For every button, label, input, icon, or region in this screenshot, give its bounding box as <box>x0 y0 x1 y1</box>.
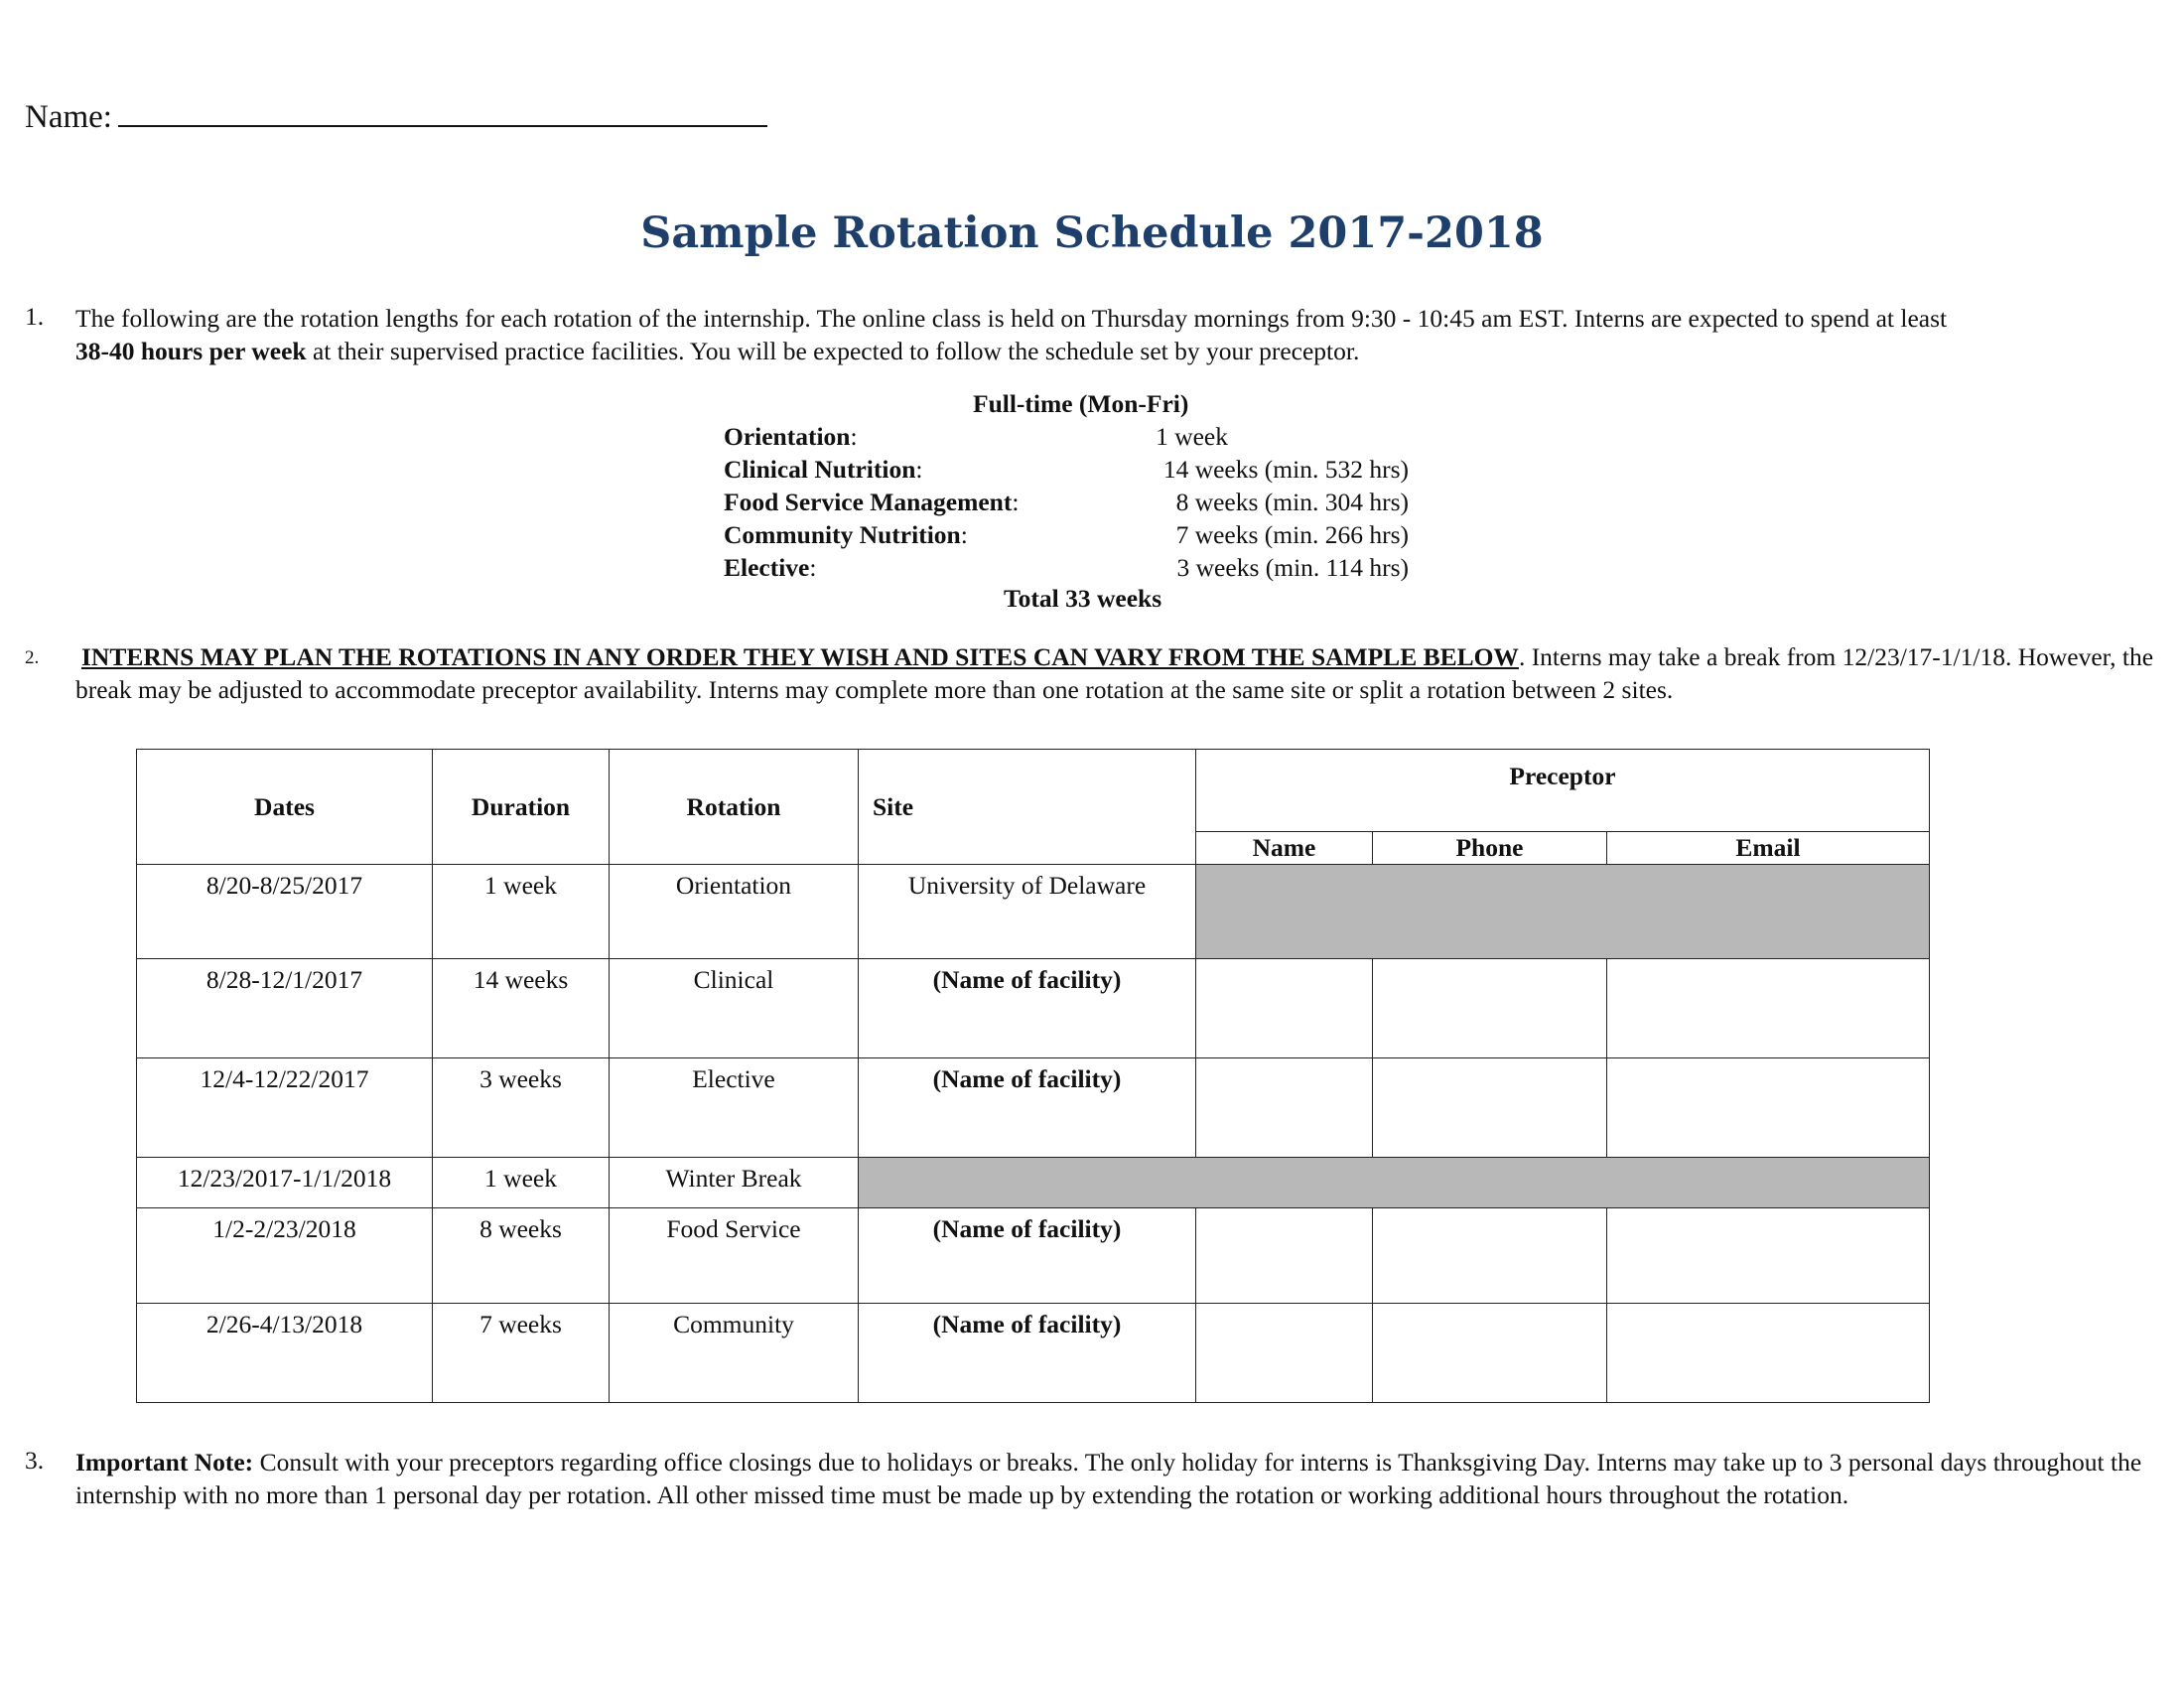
item3-text: Consult with your preceptors regarding office closings due to holidays or breaks. The only holiday for interns is Thanksgiving Day. Interns may take up to 3 personal days throughout the internship with no more than 1 personal day per rotation. All other missed time must be made up by extending the rotation or working additional hours throughout the rotation. <box>75 1448 2142 1509</box>
name-blank-line[interactable] <box>118 95 767 127</box>
cell-preceptor-phone[interactable] <box>1373 1304 1607 1403</box>
cell-preceptor-email[interactable] <box>1607 1058 1930 1158</box>
name-label: Name: <box>25 99 112 135</box>
cell-rotation: Orientation <box>610 865 859 959</box>
cell-preceptor-name[interactable] <box>1196 1058 1373 1158</box>
item3-number: 3. <box>25 1446 45 1475</box>
cell-rotation: Clinical <box>610 959 859 1058</box>
cell-dates: 12/4-12/22/2017 <box>137 1058 433 1158</box>
cell-dates: 8/20-8/25/2017 <box>137 865 433 959</box>
header-preceptor: Preceptor <box>1196 750 1930 832</box>
table-row <box>137 959 1930 1058</box>
cell-preceptor-email[interactable] <box>1607 1208 1930 1304</box>
cell-rotation: Community <box>610 1304 859 1403</box>
item1-bold: 38-40 hours per week <box>75 337 307 365</box>
cell-dates: 12/23/2017-1/1/2018 <box>137 1158 433 1208</box>
cell-site: University of Delaware <box>859 865 1196 959</box>
rotation-schedule-table <box>136 749 1930 1403</box>
cell-site: (Name of facility) <box>859 1304 1196 1403</box>
cell-site: (Name of facility) <box>859 959 1196 1058</box>
cell-rotation: Winter Break <box>610 1158 859 1208</box>
header-phone: Phone <box>1373 832 1607 865</box>
cell-site: (Name of facility) <box>859 1208 1196 1304</box>
fulltime-value: 8 weeks (min. 304 hrs) <box>1175 488 1409 516</box>
cell-duration: 1 week <box>433 865 610 959</box>
cell-duration: 8 weeks <box>433 1208 610 1304</box>
cell-preceptor-name[interactable] <box>1196 1208 1373 1304</box>
cell-duration: 14 weeks <box>433 959 610 1058</box>
header-dates: Dates <box>137 750 433 865</box>
header-rotation: Rotation <box>610 750 859 865</box>
header-email: Email <box>1607 832 1930 865</box>
header-name: Name <box>1196 832 1373 865</box>
fulltime-label: Clinical Nutrition <box>724 455 916 484</box>
fulltime-row: Community Nutrition: 7 weeks (min. 266 hrs) <box>724 520 1409 549</box>
fulltime-value: 14 weeks (min. 532 hrs) <box>1162 455 1409 484</box>
cell-duration: 3 weeks <box>433 1058 610 1158</box>
fulltime-label: Food Service Management <box>724 488 1013 516</box>
cell-preceptor-phone[interactable] <box>1373 959 1607 1058</box>
header-duration: Duration <box>433 750 610 865</box>
item2-paragraph <box>75 640 2160 706</box>
cell-site: (Name of facility) <box>859 1058 1196 1158</box>
shaded-cell <box>1196 865 1930 959</box>
cell-preceptor-phone[interactable] <box>1373 1208 1607 1304</box>
item2-text: . Interns may take a break from 12/23/17-1/1/18. However, the break may be adjusted to accommodate preceptor availability. Interns may complete more than one rotation at the same site or split a rotation between 2 sites. <box>75 642 2154 704</box>
table-row <box>137 1304 1930 1403</box>
cell-rotation: Elective <box>610 1058 859 1158</box>
fulltime-heading: Full-time (Mon-Fri) <box>973 389 1189 418</box>
cell-rotation: Food Service <box>610 1208 859 1304</box>
item1-text-b: at their supervised practice facilities. You will be expected to follow the schedule set by your preceptor. <box>306 337 1360 365</box>
item2-caps: INTERNS MAY PLAN THE ROTATIONS IN ANY ORDER THEY WISH AND SITES CAN VARY FROM THE SAMPLE BELOW <box>81 642 1519 671</box>
item3-paragraph <box>75 1446 2160 1511</box>
fulltime-total: Total 33 weeks <box>1004 584 1162 613</box>
fulltime-row: Elective: 3 weeks (min. 114 hrs) <box>724 553 1409 582</box>
fulltime-value: 3 weeks (min. 114 hrs) <box>1176 553 1409 582</box>
item2-number: 2. <box>25 647 40 668</box>
cell-preceptor-phone[interactable] <box>1373 1058 1607 1158</box>
cell-dates: 8/28-12/1/2017 <box>137 959 433 1058</box>
table-row <box>137 1058 1930 1158</box>
cell-preceptor-name[interactable] <box>1196 1304 1373 1403</box>
fulltime-row: Food Service Management: 8 weeks (min. 304 hrs) <box>724 488 1409 516</box>
cell-dates: 1/2-2/23/2018 <box>137 1208 433 1304</box>
cell-dates: 2/26-4/13/2018 <box>137 1304 433 1403</box>
fulltime-row: Orientation: 1 week <box>724 422 1228 451</box>
table-row <box>137 865 1930 959</box>
table-row <box>137 1158 1930 1208</box>
item1-number: 1. <box>25 302 45 331</box>
fulltime-value: 7 weeks (min. 266 hrs) <box>1175 520 1409 549</box>
fulltime-label: Orientation <box>724 422 851 451</box>
fulltime-label: Community Nutrition <box>724 520 961 549</box>
cell-preceptor-email[interactable] <box>1607 959 1930 1058</box>
item3-bold: Important Note: <box>75 1448 254 1477</box>
table-row <box>137 1208 1930 1304</box>
cell-preceptor-name[interactable] <box>1196 959 1373 1058</box>
shaded-cell <box>859 1158 1930 1208</box>
header-site: Site <box>859 750 1196 865</box>
page-title: Sample Rotation Schedule 2017-2018 <box>640 209 1544 258</box>
fulltime-label: Elective <box>724 553 810 582</box>
cell-preceptor-email[interactable] <box>1607 1304 1930 1403</box>
item1-paragraph <box>75 302 2160 367</box>
fulltime-value: 1 week <box>1156 422 1228 451</box>
fulltime-row: Clinical Nutrition: 14 weeks (min. 532 hrs) <box>724 455 1409 484</box>
item1-text-a: The following are the rotation lengths for each rotation of the internship. The online class is held on Thursday mornings from 9:30 - 10:45 am EST. Interns are expected to spend at least <box>75 304 1948 333</box>
name-field[interactable] <box>25 95 767 136</box>
cell-duration: 1 week <box>433 1158 610 1208</box>
cell-duration: 7 weeks <box>433 1304 610 1403</box>
